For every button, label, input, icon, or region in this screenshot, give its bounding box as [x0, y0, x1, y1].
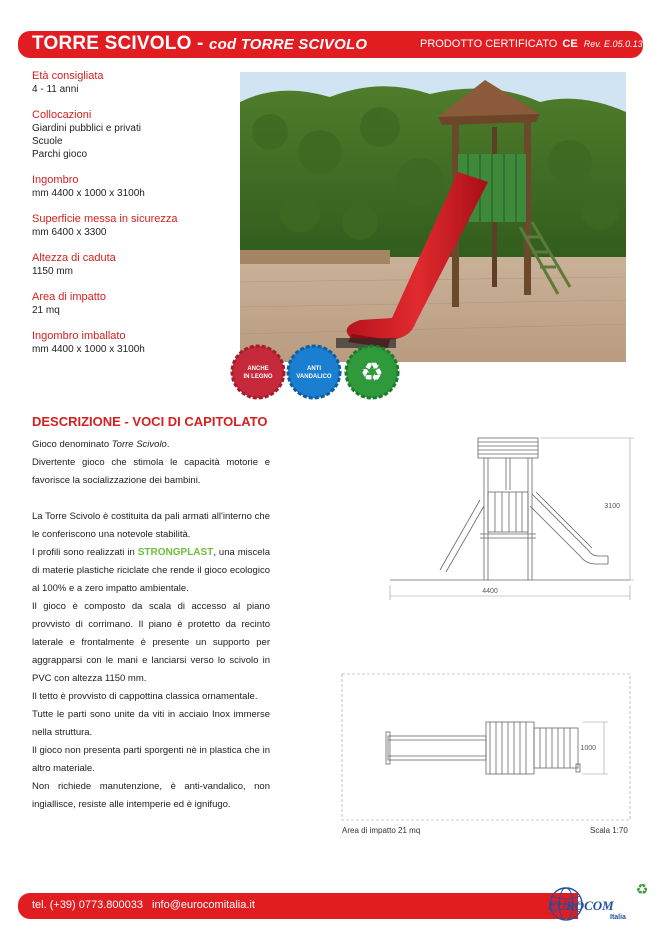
logo-name: EUROCOM [548, 898, 614, 913]
description-p9: Non richiede manutenzione, è anti-vandalico, non ingiallisce, resiste alle intemperie ed è ignifugo. [32, 781, 270, 810]
feature-badges [230, 342, 410, 402]
logo-recycle-icon: ♻ [635, 882, 649, 898]
height-dimension: 3100 [604, 503, 620, 510]
width-dimension: 4400 [482, 588, 498, 595]
recycle-icon [346, 346, 398, 398]
ce-mark-icon: CE [562, 38, 578, 50]
top-view-drawing [340, 672, 632, 822]
product-title: TORRE SCIVOLO - cod TORRE SCIVOLO [32, 33, 368, 54]
description-p2: Divertente gioco che stimola le capacità motorie e favorisce la socializzazione dei bambini. [32, 457, 270, 486]
certification-label: PRODOTTO CERTIFICATO CE Rev. E.05.0.13 [420, 38, 643, 50]
depth-dimension: 1000 [580, 745, 596, 752]
product-code: cod TORRE SCIVOLO [209, 36, 368, 53]
eurocom-logo [526, 878, 654, 928]
description-p5: Il gioco è composto da scala di accesso al piano provvisto di corrimano. Il piano è protetto da recinto laterale e frontalmente è presente un supporto per aggrapparsi con le mani e lanciarsi verso lo scivolo in PVC con altezza 1150 mm. [32, 601, 270, 684]
svg-text:♻: ♻ [360, 358, 384, 388]
anti-vandal-badge-icon [288, 346, 340, 398]
anti-badge-line2: VANDALICO [296, 374, 332, 380]
product-photo [240, 72, 626, 362]
anti-badge-line1: ANTI [307, 366, 321, 372]
scale-label: Scala 1:70 [590, 826, 628, 835]
side-view-drawing [380, 430, 650, 610]
spec-fall-height: Altezza di caduta 1150 mm [32, 252, 116, 277]
description-p6: Il tetto è provvisto di cappottina classica ornamentale. [32, 691, 258, 702]
description-title: DESCRIZIONE - VOCI DI CAPITOLATO [32, 414, 268, 429]
description-body [32, 436, 270, 814]
revision-code: Rev. E.05.0.13 [583, 39, 643, 49]
spec-dimensions: Ingombro mm 4400 x 1000 x 3100h [32, 174, 145, 199]
wood-badge-icon [232, 346, 284, 398]
product-name: TORRE SCIVOLO [32, 33, 192, 54]
description-p8: Il gioco non presenta parti sporgenti nè in plastica che in altro materiale. [32, 745, 270, 774]
spec-packed-dimensions: Ingombro imballato mm 4400 x 1000 x 3100h [32, 330, 145, 355]
description-p4: I profili sono realizzati in STRONGPLAST, una miscela di materie plastiche riciclate che rende il gioco ecologico al 100% e a zero impatto ambientale. [32, 547, 270, 594]
spec-age: Età consigliata 4 - 11 anni [32, 70, 104, 95]
footer-email[interactable]: info@eurocomitalia.it [152, 899, 255, 911]
description-p3: La Torre Scivolo è costituita da pali armati all'interno che le conferiscono una notevole stabilità. [32, 511, 270, 540]
spec-locations: Collocazioni Giardini pubblici e privati Scuole Parchi gioco [32, 109, 141, 160]
impact-area-label: Area di impatto 21 mq [342, 826, 421, 835]
wood-badge-line2: IN LEGNO [243, 374, 273, 380]
logo-sub: Italia [610, 914, 626, 921]
description-p7: Tutte le parti sono unite da viti in acciaio Inox immerse nella struttura. [32, 709, 270, 738]
spec-list [32, 70, 232, 369]
strongplast-brand: STRONGPLAST [137, 547, 214, 558]
footer-phone: tel. (+39) 0773.800033 [32, 899, 144, 911]
spec-safety-area: Superficie messa in sicurezza mm 6400 x 3300 [32, 213, 178, 238]
wood-badge-line1: ANCHE [247, 366, 269, 372]
spec-impact-area: Area di impatto 21 mq [32, 291, 106, 316]
description-p1: Gioco denominato Torre Scivolo. [32, 439, 170, 450]
